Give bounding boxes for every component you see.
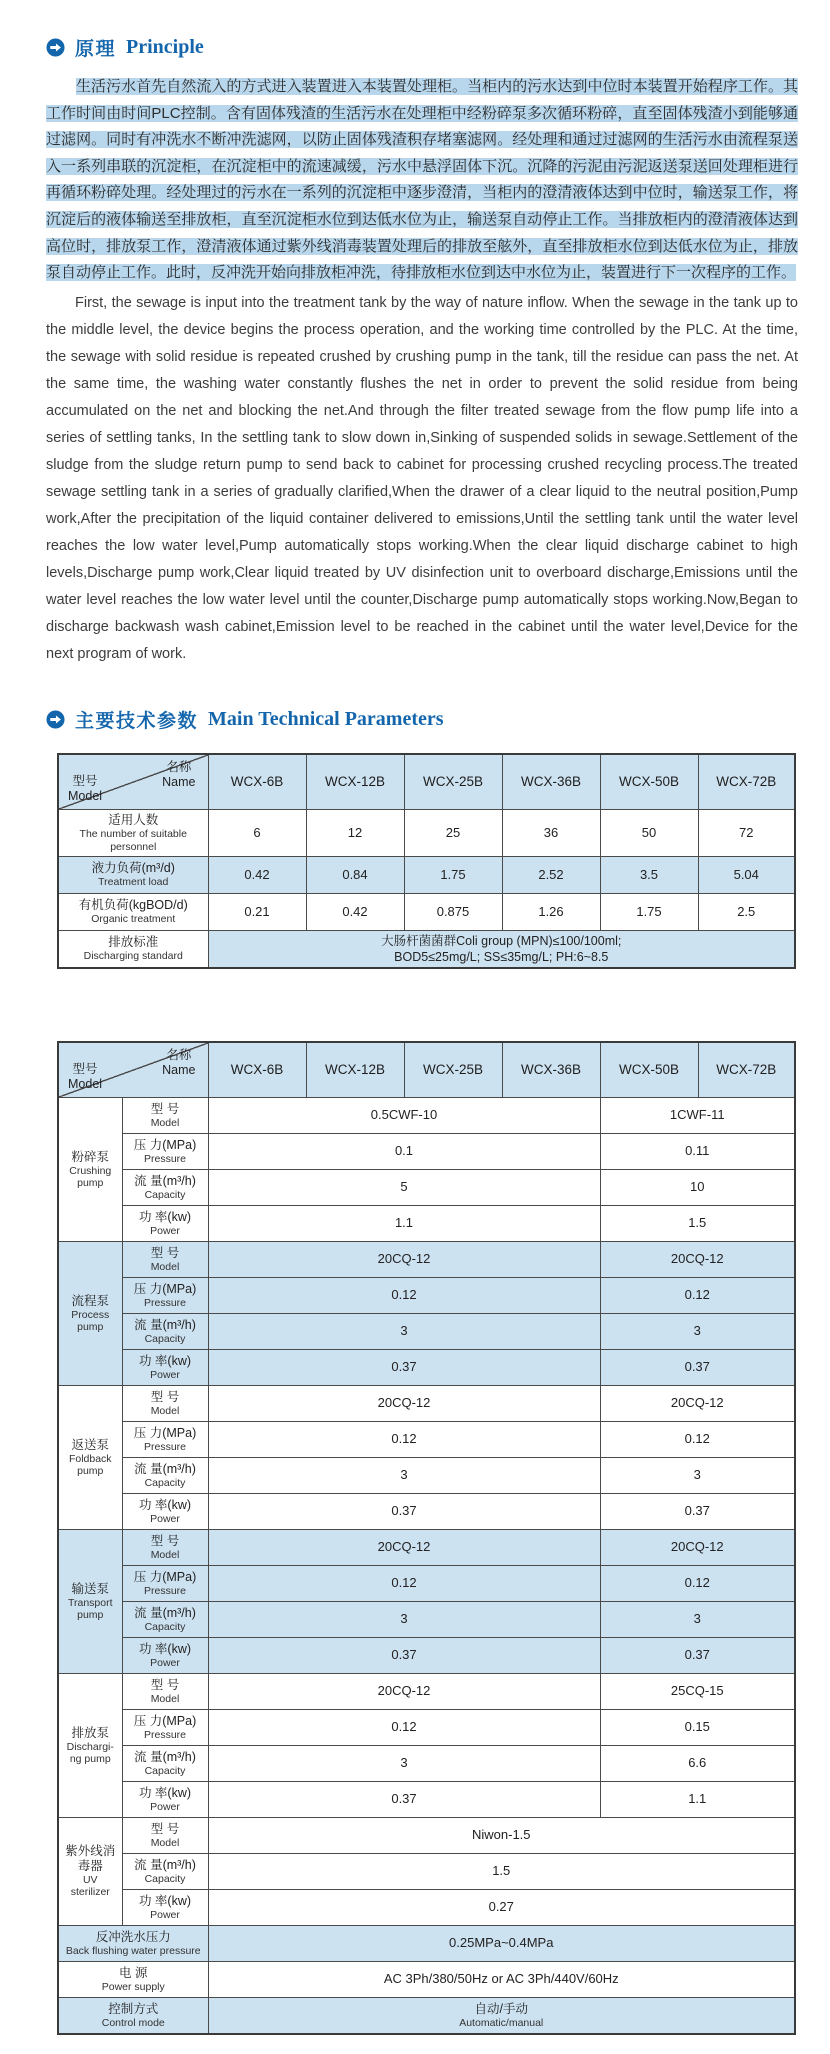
cell-value: 1.1 bbox=[600, 1781, 795, 1817]
cell-value: 3 bbox=[600, 1313, 795, 1349]
param-label: 功 率(kw) Power bbox=[122, 1493, 208, 1529]
model-header: WCX-6B bbox=[208, 1042, 306, 1098]
cell-value: 0.12 bbox=[208, 1421, 600, 1457]
cell-value: 25CQ-15 bbox=[600, 1673, 795, 1709]
param-label: 型 号 Model bbox=[122, 1097, 208, 1133]
principle-heading-en: Principle bbox=[126, 36, 204, 58]
cell-value: 1.5 bbox=[600, 1205, 795, 1241]
cell-value: 0.21 bbox=[208, 893, 306, 930]
principle-section bbox=[46, 34, 798, 668]
pump-parameters-table bbox=[57, 1041, 796, 2035]
cell-value: 20CQ-12 bbox=[600, 1529, 795, 1565]
corner-name-en: Name bbox=[162, 774, 196, 789]
corner-cell bbox=[58, 754, 208, 810]
row-label: 电 源 Power supply bbox=[58, 1961, 208, 1997]
corner-model-zh: 型号 bbox=[72, 773, 98, 788]
cell-value: 0.37 bbox=[208, 1349, 600, 1385]
cell-value: 50 bbox=[600, 809, 698, 856]
model-header: WCX-36B bbox=[502, 754, 600, 810]
row-label: 有机负荷(kgBOD/d) Organic treatment bbox=[58, 893, 208, 930]
table-row bbox=[58, 1241, 795, 1277]
model-header: WCX-12B bbox=[306, 1042, 404, 1098]
cell-value: 0.12 bbox=[600, 1565, 795, 1601]
table-row bbox=[58, 1493, 795, 1529]
cell-value: 20CQ-12 bbox=[208, 1385, 600, 1421]
cell-value: 3 bbox=[208, 1313, 600, 1349]
cell-value: 3 bbox=[208, 1457, 600, 1493]
cell-value: 0.37 bbox=[208, 1493, 600, 1529]
cell-value: 0.37 bbox=[208, 1637, 600, 1673]
param-label: 压 力(MPa) Pressure bbox=[122, 1709, 208, 1745]
principle-heading-zh: 原理 bbox=[75, 39, 117, 60]
discharging-standard-cell: 大肠杆菌菌群Coli group (MPN)≤100/100ml; BOD5≤25mg/L; SS≤35mg/L; PH:6~8.5 bbox=[208, 930, 795, 968]
table-row bbox=[58, 1781, 795, 1817]
cell-value: 0.84 bbox=[306, 856, 404, 893]
param-label: 功 率(kw) Power bbox=[122, 1781, 208, 1817]
group-label-foldback-pump: 返送泵 Foldback pump bbox=[58, 1385, 122, 1529]
row-label: 控制方式 Control mode bbox=[58, 1997, 208, 2034]
cell-value: 1.5 bbox=[208, 1853, 795, 1889]
param-label: 功 率(kw) Power bbox=[122, 1637, 208, 1673]
cell-value: 72 bbox=[698, 809, 795, 856]
group-label-process-pump: 流程泵 Process pump bbox=[58, 1241, 122, 1385]
group-label-crushing-pump: 粉碎泵 Crushing pump bbox=[58, 1097, 122, 1241]
table-row bbox=[58, 1673, 795, 1709]
table-row bbox=[58, 1889, 795, 1925]
table-row bbox=[58, 1565, 795, 1601]
corner-model-zh: 型号 bbox=[72, 1061, 98, 1076]
model-header: WCX-25B bbox=[404, 754, 502, 810]
model-header: WCX-72B bbox=[698, 1042, 795, 1098]
corner-name-en: Name bbox=[162, 1062, 196, 1077]
cell-value: 3 bbox=[208, 1745, 600, 1781]
cell-value: 0.37 bbox=[600, 1637, 795, 1673]
cell-value: 20CQ-12 bbox=[208, 1241, 600, 1277]
parameters-heading bbox=[46, 706, 798, 733]
cell-value: 20CQ-12 bbox=[208, 1529, 600, 1565]
param-label: 型 号 Model bbox=[122, 1385, 208, 1421]
arrow-bullet-icon bbox=[46, 710, 65, 729]
cell-value: 0.875 bbox=[404, 893, 502, 930]
cell-value: 0.42 bbox=[208, 856, 306, 893]
principle-paragraph-en: First, the sewage is input into the treatment tank by the way of nature inflow. When the sewage in the tank up to the middle level, the device begins the process operation, and the working time controlled by the PLC. At the time, the sewage with solid residue is repeated crushed by crushing pump in the tank, till the residue can pass the net. At the same time, the washing water constantly flushes the net in order to prevent the solid residue from being accumulated on the net and blocking the net.And through the filter treated sewage from the flow pump life into a series of settling tanks, In the settling tank to slow down in,Sinking of suspended solids in sewage.Settlement of the sludge from the sludge return pump to send back to cabinet for processing crushed recycling process.The treated sewage settling tank in a series of gradually clarified,When the drawer of a clear liquid to the neutral position,Pump work,After the precipitation of the liquid container delivered to emissions,Until the settling tank until the water level reaches the low water level,Pump automatically stops working.When the clear liquid discharge cabinet to high levels,Discharge pump work,Clear liquid treated by UV disinfection unit to overboard discharge,Emissions until the water level reaches the low water level until the counter,Discharge pump automatically stops working.Now,Began to discharge backwash wash cabinet,Emission level to be reached in the cabinet until the water level,Device for the next program of work. bbox=[46, 294, 798, 662]
cell-value: 3 bbox=[600, 1601, 795, 1637]
cell-value: 0.5CWF-10 bbox=[208, 1097, 600, 1133]
cell-value: 0.37 bbox=[600, 1493, 795, 1529]
cell-value: 0.25MPa~0.4MPa bbox=[208, 1925, 795, 1961]
table-row bbox=[58, 1277, 795, 1313]
table-row bbox=[58, 1709, 795, 1745]
cell-value: 20CQ-12 bbox=[600, 1241, 795, 1277]
table-row bbox=[58, 1421, 795, 1457]
cell-value: 0.12 bbox=[600, 1421, 795, 1457]
table-row bbox=[58, 856, 795, 893]
param-label: 压 力(MPa) Pressure bbox=[122, 1277, 208, 1313]
table-row bbox=[58, 1745, 795, 1781]
cell-value: 1.26 bbox=[502, 893, 600, 930]
table-row bbox=[58, 1385, 795, 1421]
cell-value: 3.5 bbox=[600, 856, 698, 893]
param-label: 流 量(m³/h) Capacity bbox=[122, 1313, 208, 1349]
table-row bbox=[58, 1097, 795, 1133]
cell-value: 1.1 bbox=[208, 1205, 600, 1241]
cell-value: 0.12 bbox=[208, 1709, 600, 1745]
cell-value: 20CQ-12 bbox=[208, 1673, 600, 1709]
cell-value: 0.37 bbox=[600, 1349, 795, 1385]
cell-value: 1CWF-11 bbox=[600, 1097, 795, 1133]
table-row bbox=[58, 1313, 795, 1349]
table-row bbox=[58, 1961, 795, 1997]
parameters-heading-en: Main Technical Parameters bbox=[208, 707, 444, 730]
corner-cell bbox=[58, 1042, 208, 1098]
table-row bbox=[58, 1349, 795, 1385]
cell-value: 2.5 bbox=[698, 893, 795, 930]
row-label: 适用人数 The number of suitable personnel bbox=[58, 809, 208, 856]
table-row bbox=[58, 1817, 795, 1853]
arrow-bullet-icon bbox=[46, 38, 65, 57]
param-label: 型 号 Model bbox=[122, 1529, 208, 1565]
group-label-uv-sterilizer: 紫外线消毒器 UV sterilizer bbox=[58, 1817, 122, 1925]
param-label: 流 量(m³/h) Capacity bbox=[122, 1601, 208, 1637]
cell-value: 6.6 bbox=[600, 1745, 795, 1781]
row-label: 反冲洗水压力 Back flushing water pressure bbox=[58, 1925, 208, 1961]
main-parameters-table bbox=[57, 753, 796, 969]
model-header: WCX-50B bbox=[600, 1042, 698, 1098]
cell-value: 1.75 bbox=[404, 856, 502, 893]
param-label: 流 量(m³/h) Capacity bbox=[122, 1457, 208, 1493]
model-header: WCX-72B bbox=[698, 754, 795, 810]
model-header: WCX-6B bbox=[208, 754, 306, 810]
cell-value: 36 bbox=[502, 809, 600, 856]
table-row bbox=[58, 809, 795, 856]
cell-value: 10 bbox=[600, 1169, 795, 1205]
param-label: 流 量(m³/h) Capacity bbox=[122, 1853, 208, 1889]
cell-value: 0.42 bbox=[306, 893, 404, 930]
param-label: 压 力(MPa) Pressure bbox=[122, 1565, 208, 1601]
parameters-heading-zh: 主要技术参数 bbox=[75, 710, 199, 732]
cell-value: 0.11 bbox=[600, 1133, 795, 1169]
param-label: 压 力(MPa) Pressure bbox=[122, 1421, 208, 1457]
cell-value: 0.1 bbox=[208, 1133, 600, 1169]
cell-value: 2.52 bbox=[502, 856, 600, 893]
table-row bbox=[58, 1853, 795, 1889]
table-row bbox=[58, 1601, 795, 1637]
table-row bbox=[58, 893, 795, 930]
param-label: 功 率(kw) Power bbox=[122, 1889, 208, 1925]
model-header: WCX-50B bbox=[600, 754, 698, 810]
table-row bbox=[58, 930, 795, 968]
param-label: 流 量(m³/h) Capacity bbox=[122, 1169, 208, 1205]
table-row bbox=[58, 1997, 795, 2034]
param-label: 流 量(m³/h) Capacity bbox=[122, 1745, 208, 1781]
principle-paragraph-zh bbox=[46, 74, 798, 287]
cell-value: 6 bbox=[208, 809, 306, 856]
param-label: 压 力(MPa) Pressure bbox=[122, 1133, 208, 1169]
table-row bbox=[58, 1529, 795, 1565]
corner-name-zh: 名称 bbox=[166, 1047, 192, 1062]
table-header-row bbox=[58, 754, 795, 810]
group-label-transport-pump: 输送泵 Transport pump bbox=[58, 1529, 122, 1673]
param-label: 功 率(kw) Power bbox=[122, 1205, 208, 1241]
row-label: 排放标准 Discharging standard bbox=[58, 930, 208, 968]
cell-value: Niwon-1.5 bbox=[208, 1817, 795, 1853]
cell-value: 0.12 bbox=[208, 1277, 600, 1313]
cell-value: 5 bbox=[208, 1169, 600, 1205]
cell-value: 0.12 bbox=[600, 1277, 795, 1313]
table-header-row bbox=[58, 1042, 795, 1098]
corner-model-en: Model bbox=[68, 1076, 103, 1091]
param-label: 型 号 Model bbox=[122, 1673, 208, 1709]
table-row bbox=[58, 1925, 795, 1961]
table-row bbox=[58, 1169, 795, 1205]
table-row bbox=[58, 1637, 795, 1673]
group-label-discharging-pump: 排放泵 Dischargi-ng pump bbox=[58, 1673, 122, 1817]
cell-value: 3 bbox=[600, 1457, 795, 1493]
cell-value: 0.37 bbox=[208, 1781, 600, 1817]
cell-value: 3 bbox=[208, 1601, 600, 1637]
table-row bbox=[58, 1133, 795, 1169]
cell-value: 5.04 bbox=[698, 856, 795, 893]
row-label: 液力负荷(m³/d) Treatment load bbox=[58, 856, 208, 893]
cell-value: AC 3Ph/380/50Hz or AC 3Ph/440V/60Hz bbox=[208, 1961, 795, 1997]
cell-value: 12 bbox=[306, 809, 404, 856]
table-row bbox=[58, 1457, 795, 1493]
principle-heading bbox=[46, 34, 798, 61]
param-label: 型 号 Model bbox=[122, 1241, 208, 1277]
param-label: 功 率(kw) Power bbox=[122, 1349, 208, 1385]
cell-value: 1.75 bbox=[600, 893, 698, 930]
cell-value: 20CQ-12 bbox=[600, 1385, 795, 1421]
cell-value: 0.12 bbox=[208, 1565, 600, 1601]
corner-name-zh: 名称 bbox=[166, 759, 192, 774]
model-header: WCX-12B bbox=[306, 754, 404, 810]
model-header: WCX-25B bbox=[404, 1042, 502, 1098]
corner-model-en: Model bbox=[68, 788, 103, 803]
cell-value: 0.27 bbox=[208, 1889, 795, 1925]
cell-value: 自动/手动 Automatic/manual bbox=[208, 1997, 795, 2034]
cell-value: 0.15 bbox=[600, 1709, 795, 1745]
parameters-section bbox=[46, 706, 798, 2035]
model-header: WCX-36B bbox=[502, 1042, 600, 1098]
table-row bbox=[58, 1205, 795, 1241]
highlighted-text: 生活污水首先自然流入的方式进入装置进入本装置处理柜。当柜内的污水达到中位时本装置开始程序工作。其工作时间由时间PLC控制。含有固体残渣的生活污水在处理柜中经粉碎泵多次循环粉碎，直至固体残渣小到能够通过滤网。同时有冲洗水不断冲洗滤网，以防止固体残渣积存堵塞滤网。经处理和通过过滤网的生活污水由流程泵送入一系列串联的沉淀柜，在沉淀柜中的流速减缓，污水中悬浮固体下沉。沉降的污泥由污泥返送泵送回处理柜进行再循环粉碎处理。经处理过的污水在一系列的沉淀柜中逐步澄清，当柜内的澄清液体达到中位时，输送泵工作，将沉淀后的液体输送至排放柜，直至沉淀柜水位到达低水位为止，输送泵自动停止工作。当排放柜内的澄清液体达到高位时，排放泵工作，澄清液体通过紫外线消毒装置处理后的排放至舷外，直至排放柜水位到达低水位为止，排放泵自动停止工作。此时，反冲洗开始向排放柜冲洗，待排放柜水位到达中水位为止，装置进行下一次程序的工作。 bbox=[46, 78, 798, 282]
param-label: 型 号 Model bbox=[122, 1817, 208, 1853]
cell-value: 25 bbox=[404, 809, 502, 856]
